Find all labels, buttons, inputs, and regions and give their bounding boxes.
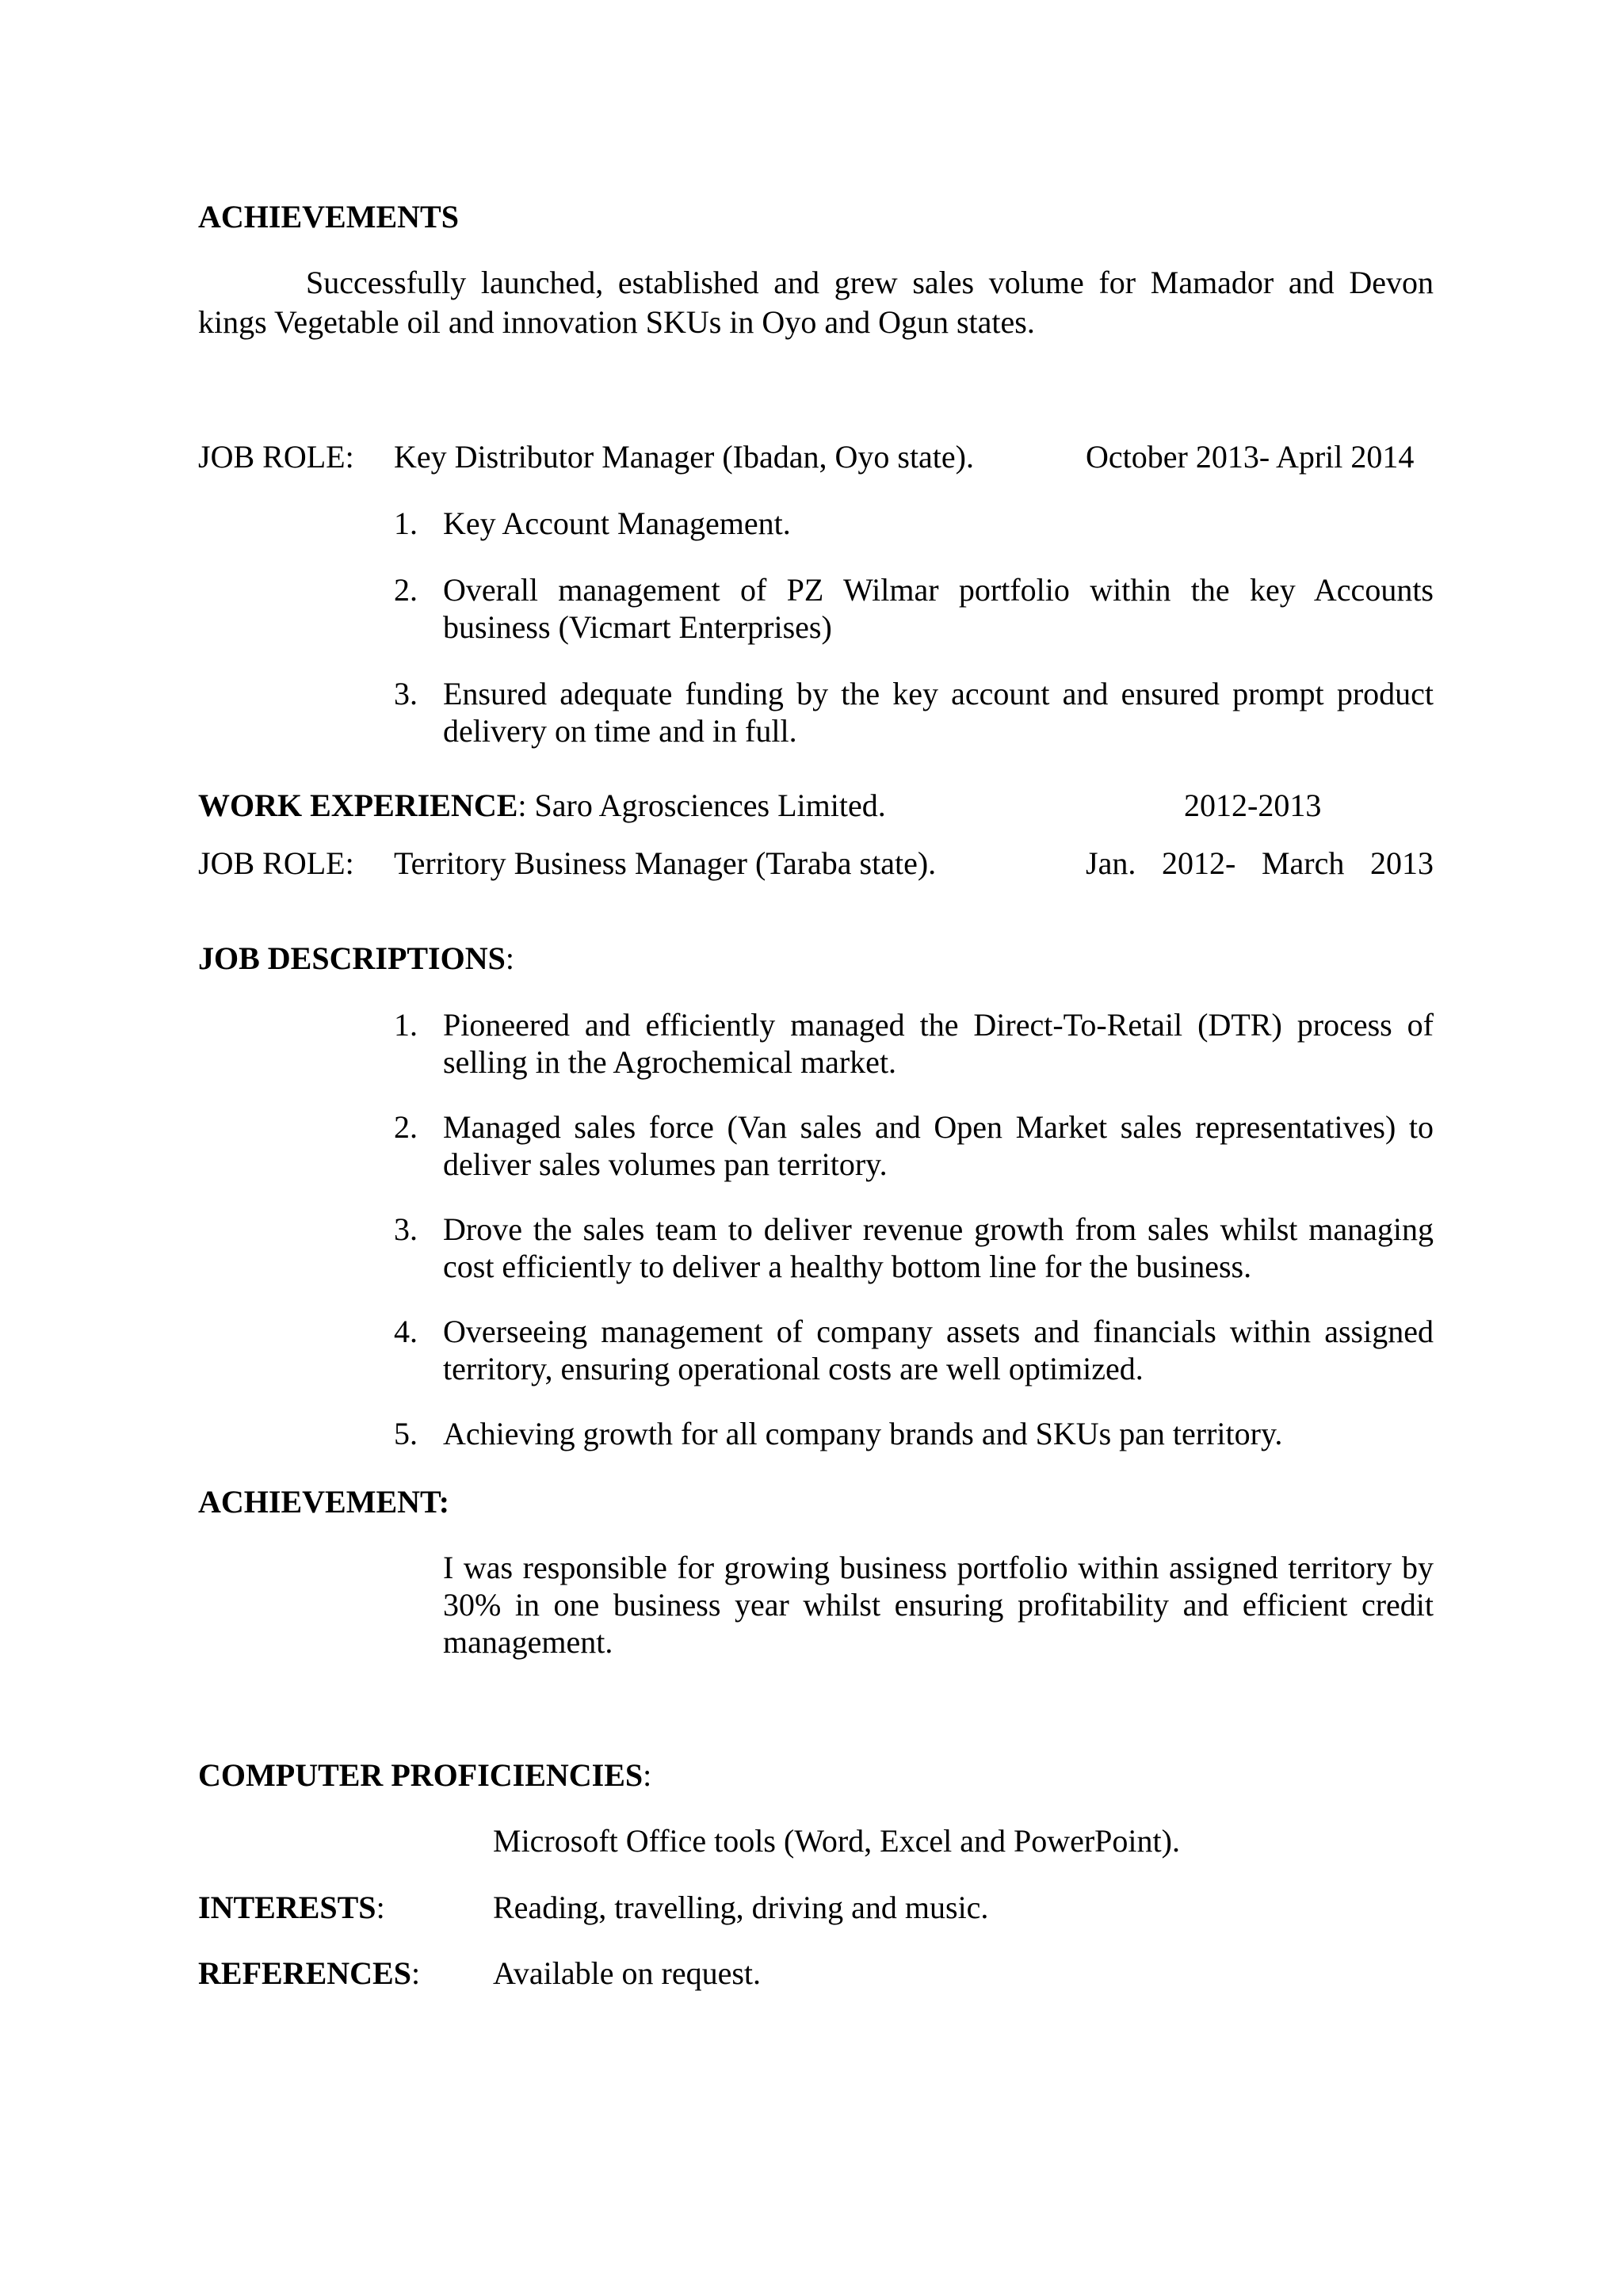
list-item-text: Ensured adequate funding by the key account and ensured prompt product delivery on time and in full. (443, 676, 1434, 749)
job-descriptions-heading (198, 940, 514, 978)
references-value: Available on request. (493, 1955, 762, 1991)
date-part: 2013 (1369, 845, 1434, 881)
list-item-number: 5. (394, 1416, 418, 1451)
list-item-text: Managed sales force (Van sales and Open Market sales representatives) to deliver sales volumes pan territory. (443, 1109, 1434, 1182)
job-role-dates (1086, 845, 1434, 883)
list-item (394, 1006, 1434, 1081)
computer-proficiencies-heading (198, 1756, 651, 1794)
date-part: 2012- (1161, 845, 1236, 881)
job-role-dates: October 2013- April 2014 (1086, 439, 1415, 475)
list-item-number: 1. (394, 505, 418, 541)
list-item-text: Pioneered and efficiently managed the Direct-To-Retail (DTR) process of selling in the Agrochemical market. (443, 1007, 1434, 1080)
date-part: Jan. (1086, 845, 1136, 881)
computer-proficiencies-value: Microsoft Office tools (Word, Excel and PowerPoint). (493, 1823, 1180, 1859)
heading-colon: : (505, 940, 514, 976)
achievement-text: I was responsible for growing business portfolio within assigned territory by 30% in one business year whilst ensuring profitability and efficient credit management. (443, 1550, 1434, 1660)
work-experience-company: : Saro Agrosciences Limited. (517, 788, 886, 823)
work-experience-years: 2012-2013 (1184, 788, 1322, 823)
achievement-heading: ACHIEVEMENT: (198, 1484, 450, 1520)
achievements-line-1: Successfully launched, established and grew sales volume for Mamador and Devon (306, 265, 1434, 300)
references-label-line (198, 1955, 420, 1993)
list-item-number: 3. (394, 1211, 418, 1247)
interests-value: Reading, travelling, driving and music. (493, 1890, 989, 1925)
date-part: March (1261, 845, 1345, 881)
label-colon: : (376, 1890, 385, 1925)
label-colon: : (411, 1955, 421, 1991)
list-item-number: 1. (394, 1007, 418, 1043)
work-experience-line (198, 787, 886, 825)
job-role-label: JOB ROLE: (198, 845, 354, 881)
list-item-number: 2. (394, 1109, 418, 1145)
list-item (394, 505, 1434, 542)
interests-label-line (198, 1889, 385, 1927)
work-experience-label: WORK EXPERIENCE (198, 788, 518, 823)
job-role-label: JOB ROLE: (198, 439, 354, 475)
references-label: REFERENCES (198, 1955, 411, 1991)
list-item-text: Overall management of PZ Wilmar portfolio within the key Accounts business (Vicmart Enterprises) (443, 572, 1434, 645)
list-item (394, 1108, 1434, 1183)
job-role-title: Territory Business Manager (Taraba state). (394, 845, 937, 881)
list-item-number: 4. (394, 1314, 418, 1349)
list-item-number: 2. (394, 572, 418, 608)
achievements-line-2: kings Vegetable oil and innovation SKUs in Oyo and Ogun states. (198, 304, 1035, 340)
achievements-heading: ACHIEVEMENTS (198, 199, 459, 235)
job-descriptions-list (394, 1006, 1434, 1452)
key-account-duties-list (394, 505, 1434, 749)
list-item-number: 3. (394, 676, 418, 711)
list-item-text: Overseeing management of company assets and financials within assigned territory, ensuring operational costs are well optimized. (443, 1314, 1434, 1386)
list-item (394, 571, 1434, 646)
job-descriptions-label: JOB DESCRIPTIONS (198, 940, 506, 976)
interests-label: INTERESTS (198, 1890, 376, 1925)
list-item (394, 1415, 1434, 1452)
list-item (394, 1211, 1434, 1285)
heading-colon: : (643, 1757, 652, 1793)
list-item-text: Key Account Management. (443, 505, 791, 541)
job-role-title: Key Distributor Manager (Ibadan, Oyo state). (394, 439, 974, 475)
list-item (394, 675, 1434, 749)
computer-proficiencies-label: COMPUTER PROFICIENCIES (198, 1757, 643, 1793)
list-item (394, 1313, 1434, 1387)
list-item-text: Drove the sales team to deliver revenue growth from sales whilst managing cost efficiently to deliver a healthy bottom line for the business. (443, 1211, 1434, 1284)
list-item-text: Achieving growth for all company brands and SKUs pan territory. (443, 1416, 1283, 1451)
